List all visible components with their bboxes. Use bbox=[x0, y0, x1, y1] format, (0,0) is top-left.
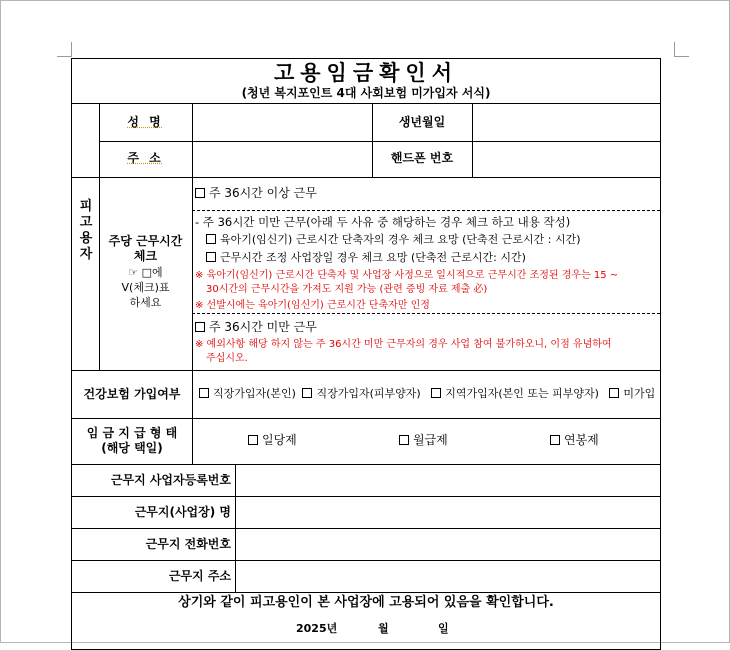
employment-wage-form bbox=[71, 58, 661, 650]
checkbox-icon[interactable] bbox=[248, 435, 258, 445]
address-label: 주 소 bbox=[127, 151, 164, 165]
note-selection: ※ 선발시에는 육아기(임신기) 근로시간 단축자만 인정 bbox=[195, 300, 430, 311]
form-subtitle: (청년 복지포인트 4대 사회보험 미가입자 서식) bbox=[241, 86, 491, 100]
workplace-phone-field[interactable] bbox=[236, 529, 659, 559]
workplace-reg-no-label: 근무지 사업자등록번호 bbox=[110, 473, 231, 487]
note-exception-1: ※ 예외사항 해당 하지 않는 주 36시간 미만 근무자의 경우 사업 참여 불가하오니, 이점 유념하여 bbox=[195, 339, 612, 350]
phone-label: 핸드폰 번호 bbox=[390, 151, 454, 165]
address-field[interactable] bbox=[193, 142, 371, 176]
birth-field[interactable] bbox=[473, 104, 659, 140]
insurance-options bbox=[199, 387, 655, 401]
phone-field[interactable] bbox=[473, 142, 659, 176]
check-instruction-2: V(체크)표 bbox=[121, 281, 170, 294]
wage-option-daily[interactable]: 일당제 bbox=[248, 433, 297, 447]
wage-type-sublabel: (해당 택일) bbox=[101, 441, 163, 455]
name-field[interactable] bbox=[193, 104, 371, 140]
insurance-option-employee[interactable]: 직장가입자(본인) bbox=[213, 387, 296, 400]
workplace-name-field[interactable] bbox=[236, 497, 659, 527]
check-instruction-1: ☞ □에 bbox=[128, 266, 163, 279]
checkbox-icon[interactable] bbox=[550, 435, 560, 445]
weekly-hours-label: 주당 근무시간 bbox=[108, 234, 183, 248]
weekly-hours-check-label: 체크 bbox=[133, 249, 158, 263]
insurance-label: 건강보험 가입여부 bbox=[83, 387, 181, 401]
check-instruction-3: 하세요 bbox=[129, 296, 162, 309]
workplace-address-label: 근무지 주소 bbox=[168, 569, 231, 583]
confirmation-text: 상기와 같이 피고용인이 본 사업장에 고용되어 있음을 확인합니다. bbox=[178, 595, 554, 610]
birth-label: 생년월일 bbox=[398, 115, 446, 129]
crop-mark-top-left bbox=[57, 42, 72, 57]
hours-under-36-header: - 주 36시간 미만 근무(아래 두 사유 중 해당하는 경우 체크 하고 내용 작성) bbox=[195, 215, 571, 229]
insurance-option-dependent[interactable]: 직장가입자(피부양자) bbox=[316, 387, 421, 400]
date-day[interactable]: 일 bbox=[438, 622, 449, 635]
checkbox-icon[interactable] bbox=[302, 388, 312, 398]
checkbox-icon[interactable] bbox=[199, 388, 209, 398]
insurance-option-regional[interactable]: 지역가입자(본인 또는 피부양자) bbox=[445, 387, 599, 400]
wage-type-label: 임 금 지 급 형 태 bbox=[86, 426, 178, 440]
workplace-address-field[interactable] bbox=[236, 561, 659, 591]
hours-under-36-option[interactable]: 주 36시간 미만 근무 bbox=[195, 320, 317, 334]
workplace-adjust-option[interactable]: 근무시간 조정 사업장일 경우 체크 요망 (단축전 근로시간: 시간) bbox=[206, 251, 526, 265]
parental-reduction-option[interactable]: 육아기(임신기) 근로시간 단축자의 경우 체크 요망 (단축전 근로시간 : 시간) bbox=[206, 233, 581, 247]
note-exception-2: 주십시오. bbox=[206, 353, 248, 364]
name-label: 성 명 bbox=[127, 115, 164, 129]
date-year[interactable]: 2025년 bbox=[296, 622, 338, 635]
checkbox-icon[interactable] bbox=[206, 252, 216, 262]
note-reduced-hours-2: 30시간의 근무시간을 가져도 지원 가능 (관련 증빙 자료 제출 必) bbox=[206, 284, 488, 295]
hours-36-plus-option[interactable]: 주 36시간 이상 근무 bbox=[195, 186, 317, 200]
checkbox-icon[interactable] bbox=[195, 322, 205, 332]
crop-mark-top-right bbox=[674, 42, 689, 57]
checkbox-icon[interactable] bbox=[195, 188, 205, 198]
workplace-name-label: 근무지(사업장) 명 bbox=[134, 505, 231, 519]
checkbox-icon[interactable] bbox=[206, 234, 216, 244]
wage-option-annual[interactable]: 연봉제 bbox=[550, 433, 599, 447]
date-month[interactable]: 월 bbox=[378, 622, 389, 635]
workplace-phone-label: 근무지 전화번호 bbox=[145, 537, 231, 551]
insurance-option-none[interactable]: 미가입 bbox=[623, 387, 656, 400]
wage-option-monthly[interactable]: 월급제 bbox=[399, 433, 448, 447]
workplace-reg-no-field[interactable] bbox=[236, 465, 659, 495]
note-reduced-hours-1: ※ 육아기(임신기) 근로시간 단축자 및 사업장 사정으로 일시적으로 근무시간 조정된 경우는 15 ~ bbox=[195, 270, 619, 281]
checkbox-icon[interactable] bbox=[399, 435, 409, 445]
employee-section-label: 피고용자 bbox=[79, 199, 93, 262]
form-title: 고용임금확인서 bbox=[273, 61, 458, 85]
checkbox-icon[interactable] bbox=[431, 388, 441, 398]
checkbox-icon[interactable] bbox=[609, 388, 619, 398]
